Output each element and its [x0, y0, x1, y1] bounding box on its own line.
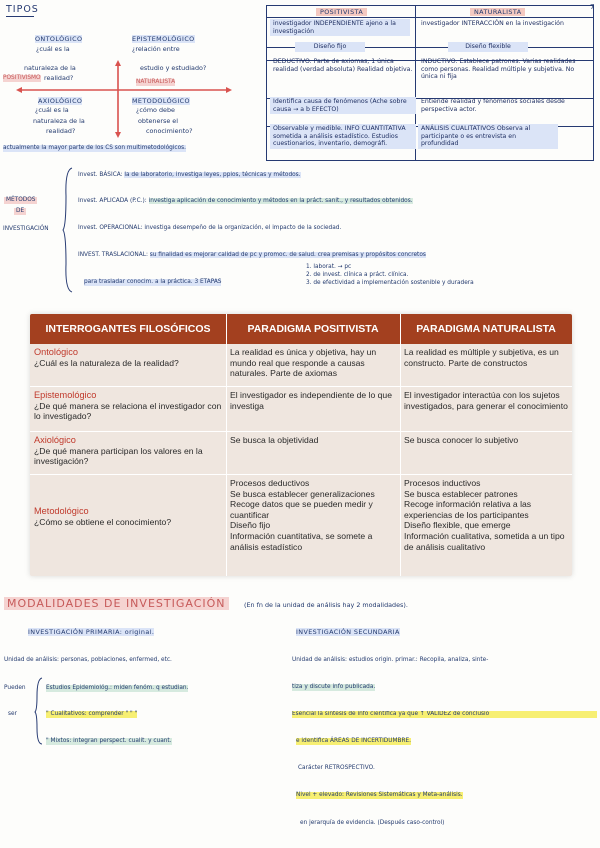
modalidades-subtitle: (En fn de la unidad de análisis hay 2 modalidades). [244, 601, 408, 609]
table-row-ontologico [30, 344, 572, 386]
positivista-header: POSITIVISTA [316, 8, 367, 16]
secundaria-nivel: Nivel + elevado: Revisiones Sistemáticas y Meta-análisis. [296, 792, 463, 798]
metodo-traslacional [78, 252, 598, 259]
row-question [30, 503, 226, 530]
pos-cell-4: Identifica causa de fenómenos (Ache sobre causa → a b EFECTO) [270, 97, 416, 114]
etapa-1: 1. laborat. → pc [306, 264, 352, 270]
nat-cell-5: ANÁLISIS CUALITATIVOS Observa al participante o es entrevista en profundidad [418, 124, 558, 149]
nat-cell-1: investigador INTERACCIÓN en la investigación [421, 20, 564, 27]
nat-cell-2: Diseño flexible [448, 42, 528, 52]
metodo-traslacional-key: INVEST. TRASLACIONAL: [78, 252, 148, 258]
pos-line: Información cuantitativa, se somete a análisis estadístico [230, 530, 373, 552]
naturalista-header: NATURALISTA [470, 8, 525, 16]
table-rule [267, 17, 593, 18]
axiologico-question-3: realidad? [46, 127, 76, 135]
secundaria-caracter: Carácter RETROSPECTIVO. [298, 765, 375, 771]
secundaria-unidad: Unidad de análisis: estudios origin. primar.: Recopila, analiza, sinte- [292, 657, 489, 663]
col-divider [226, 314, 227, 576]
metodos-label-2: DE [16, 208, 25, 214]
pos-cell-3: DEDUCTIVO. Parte de axiomas, 1 única realidad (verdad absoluta) Realidad objetiva. [273, 58, 413, 73]
metodo-basica-key: Invest. BÁSICA: [78, 172, 123, 178]
axes-cross-icon [0, 60, 270, 150]
row-name: Ontológico [34, 347, 78, 357]
axiologico-question-1: ¿cuál es la [35, 106, 69, 114]
metodologico-label: METODOLÓGICO [132, 97, 190, 105]
nat-line: Recoge información relativa a las experiencias de los participantes [404, 499, 532, 520]
col-divider [400, 314, 401, 576]
ontologico-question-3: realidad? [44, 74, 74, 82]
metodos-label-3: INVESTIGACIÓN [3, 226, 49, 232]
modalidades-title: MODALIDADES DE INVESTIGACIÓN [4, 597, 229, 610]
table-row-metodologico [30, 475, 572, 576]
epistemologico-label: EPISTEMOLÓGICO [132, 35, 195, 43]
row-question-text: ¿De qué manera se relaciona el investigador con lo investigado? [34, 400, 222, 422]
pos-line: Procesos deductivos [230, 478, 310, 488]
row-name: Axiológico [34, 435, 76, 445]
metodo-operacional [78, 225, 598, 232]
row-positivista: La realidad es única y objetiva, hay un mundo real que responde a causas naturales. Parte de axiomas [230, 347, 377, 379]
metodos-label-1: MÉTODOS [6, 197, 36, 203]
row-positivista: El investigador es independiente de lo que investiga [230, 390, 392, 411]
table-row-axiologico [30, 432, 572, 474]
pos-cell-1: investigador INDEPENDIENTE ajeno a la investigación [270, 19, 410, 36]
header-interrogantes: INTERROGANTES FILOSÓFICOS [30, 314, 226, 344]
header-naturalista: PARADIGMA NATURALISTA [400, 314, 572, 344]
traslacional-line-2: para trasladar conocim. a la práctica. 3 ETAPAS [84, 279, 222, 285]
nat-line: Se busca establecer patrones [404, 488, 518, 499]
row-question [30, 344, 226, 371]
nat-line: Procesos inductivos [404, 478, 481, 488]
nat-line: Información cualitativa, sometida a un tipo de análisis cualitativo [404, 530, 565, 552]
row-positivista [226, 475, 400, 555]
row-name: Epistemológico [34, 390, 97, 400]
naturalista-tag: NATURALISTA [136, 79, 176, 85]
photo-table [30, 314, 572, 576]
page-number: 7 [590, 3, 595, 11]
primaria-pueden: Pueden [4, 685, 26, 691]
metodologico-question-1: ¿cómo debe [136, 106, 175, 114]
row-question [30, 432, 226, 470]
row-question-text: ¿Cuál es la naturaleza de la realidad? [34, 357, 179, 368]
metodo-basica-text: la de laboratorio, investiga leyes, ppios, técnicas y métodos. [124, 172, 301, 178]
pos-line: Se busca establecer generalizaciones [230, 488, 375, 499]
positivismo-tag: POSITIVISMO [3, 75, 41, 81]
metodo-aplicada-text: investiga aplicación de conocimiento y métodos en la práct. sanit., y resultados obtenidos. [148, 198, 413, 204]
multimetodologico-note: actualmente la mayor parte de los CS son multimetodológicos. [3, 145, 187, 151]
metodo-basica [78, 172, 598, 179]
secundaria-heading: INVESTIGACIÓN SECUNDARIA [296, 628, 400, 636]
row-positivista: Se busca la objetividad [230, 435, 319, 445]
secundaria-jerarquia: en jerarquía de evidencia. (Después caso-control) [300, 820, 445, 826]
pos-cell-2: Diseño fijo [295, 42, 365, 52]
ontologico-label: ONTOLÓGICO [35, 35, 83, 43]
primaria-unidad: Unidad de análisis: personas, poblaciones, enfermed, etc. [4, 657, 172, 663]
table-row-epistemologico [30, 387, 572, 431]
metodo-aplicada [78, 198, 598, 205]
secundaria-unidad-2: tiza y discute info publicada. [292, 684, 376, 690]
tipos-heading: TIPOS [6, 4, 39, 15]
nat-cell-4: Entiende realidad y fenómenos sociales desde perspectiva actor. [421, 98, 565, 113]
metodologico-question-3: conocimiento? [146, 127, 193, 135]
epistemologico-question-1: ¿relación entre [132, 45, 180, 53]
primaria-item-1: Estudios Epidemiológ.: miden fenóm. q estudian. [46, 685, 189, 691]
secundaria-identifica: e identifica ÁREAS DE INCERTIDUMBRE. [296, 738, 412, 744]
pos-line: Recoge datos que se pueden medir y cuantificar [230, 499, 373, 520]
row-question-text: ¿De qué manera participan los valores en la investigación? [34, 445, 203, 467]
metodo-operacional-key: Invest. OPERACIONAL: [78, 225, 143, 231]
axiologico-question-2: naturaleza de la [33, 117, 85, 125]
axiologico-label: AXIOLÓGICO [38, 97, 83, 105]
ontologico-question-2: naturaleza de la [24, 64, 76, 72]
ontologico-question-1: ¿cuál es la [36, 45, 70, 53]
primaria-ser: ser [8, 711, 17, 717]
secundaria-esencial: Esencial la síntesis de info científica ya que ↑ VALIDEZ de conclusio [292, 711, 597, 718]
metodo-traslacional-text: su finalidad es mejorar calidad de pc y promoc. de salud. crea premisas y propósitos concretos [149, 252, 426, 258]
row-naturalista: La realidad es múltiple y subjetiva, es un constructo. Parte de constructos [404, 347, 559, 368]
nat-cell-3: INDUCTIVO. Establece patrones. Varias realidades como personas. Realidad múltiple y subjetiva. No única ni fija [421, 58, 576, 81]
primaria-bracket-icon [34, 676, 44, 746]
row-naturalista: Se busca conocer lo subjetivo [404, 435, 519, 445]
primaria-heading: INVESTIGACIÓN PRIMARIA: original. [28, 628, 155, 636]
epistemologico-question-2: estudio y estudiado? [140, 64, 207, 72]
row-question [30, 387, 226, 425]
metodos-bracket-icon [62, 166, 74, 294]
nat-line: Diseño flexible, que emerge [404, 520, 511, 531]
metodologico-question-2: obtenerse el [138, 117, 179, 125]
tipos-underline [6, 16, 34, 17]
etapa-2: 2. de invest. clínica a práct. clínica. [306, 272, 409, 278]
row-question-text: ¿Cómo se obtiene el conocimiento? [34, 516, 172, 527]
row-naturalista [400, 475, 572, 555]
row-naturalista: El investigador interactúa con los sujetos investigados, para generar el conocimiento [404, 390, 568, 411]
pos-cell-5: Observable y medible. INFO CUANTITATIVA sometida a análisis estadístico. Estudios cuestionarios, inventario, demográfi. [270, 124, 416, 149]
etapa-3: 3. de efectividad a implementación sostenible y duradera [306, 280, 474, 286]
row-name: Metodológico [34, 506, 89, 516]
metodo-aplicada-key: Invest. APLICADA (P.C.): [78, 198, 147, 204]
header-positivista: PARADIGMA POSITIVISTA [226, 314, 400, 344]
primaria-item-2: " Cualitativos: comprender " " " [46, 711, 138, 717]
primaria-item-3: " Mixtos: integran perspect. cualit. y cuant. [46, 738, 172, 744]
metodo-operacional-text: investiga desempeño de la organización, el impacto de la sociedad. [144, 225, 342, 231]
pos-line: Diseño fijo [230, 520, 271, 531]
